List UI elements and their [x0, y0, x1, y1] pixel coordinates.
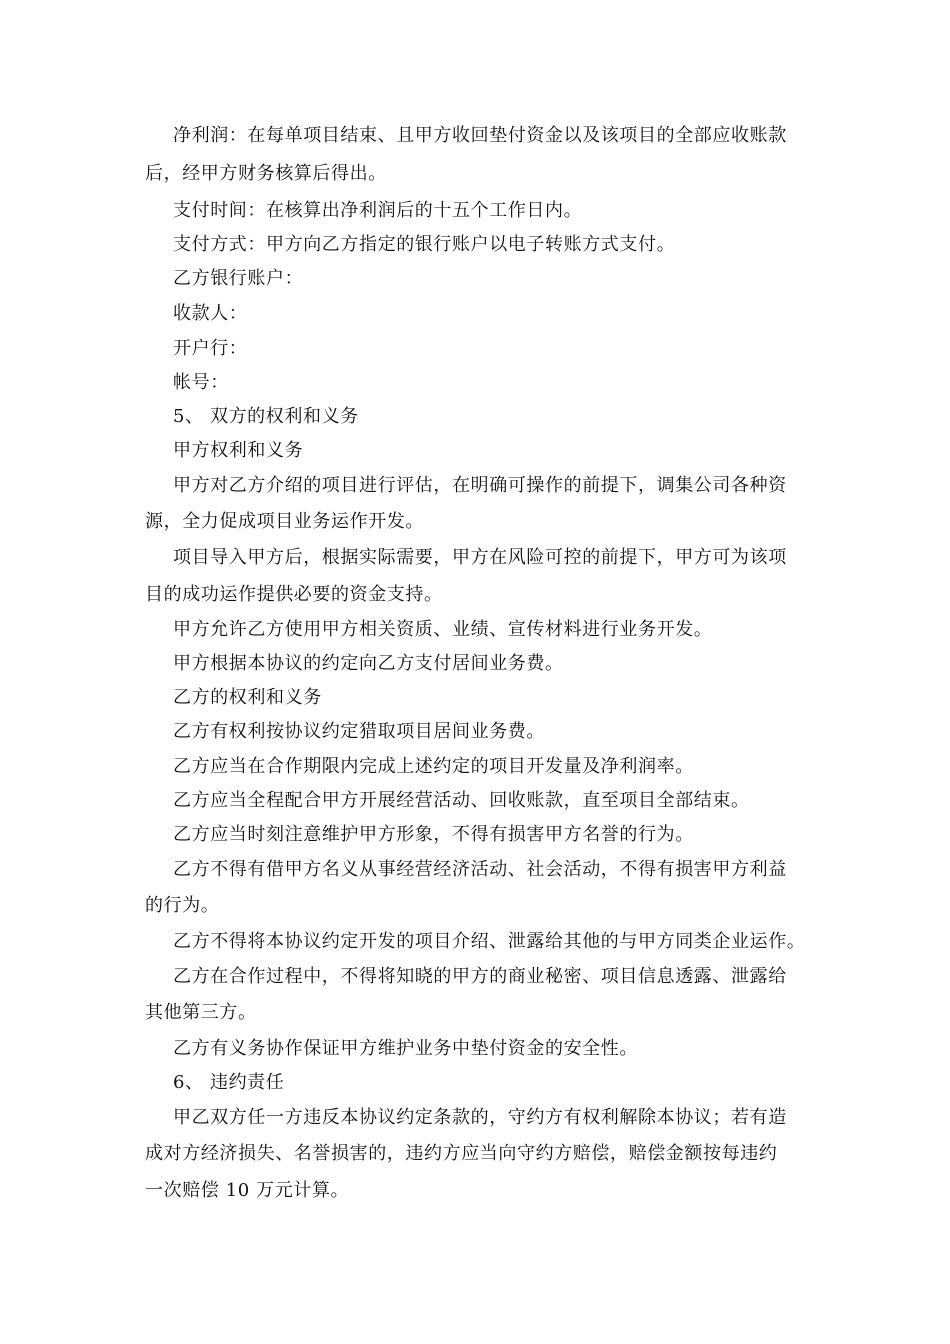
section-heading-rights-obligations: 5、 双方的权利和义务 [173, 406, 359, 427]
party-a-item-2-line2: 目的成功运作提供必要的资金支持。 [145, 584, 443, 605]
party-b-item-7-line1: 乙方在合作过程中，不得将知晓的甲方的商业秘密、项目信息透露、泄露给 [173, 966, 787, 987]
party-b-item-8: 乙方有义务协作保证甲方维护业务中垫付资金的安全性。 [173, 1038, 638, 1059]
subheading-party-a: 甲方权利和义务 [173, 440, 304, 461]
party-b-item-7-line2: 其他第三方。 [145, 1002, 257, 1023]
bank-account-label: 乙方银行账户： [173, 268, 304, 289]
party-b-item-2: 乙方应当在合作期限内完成上述约定的项目开发量及净利润率。 [173, 756, 694, 777]
bank-branch-label: 开户行： [173, 338, 248, 359]
party-b-item-1: 乙方有权利按协议约定猎取项目居间业务费。 [173, 721, 545, 742]
party-a-item-1-line2: 源，全力促成项目业务运作开发。 [145, 511, 424, 532]
party-a-item-4: 甲方根据本协议的约定向乙方支付居间业务费。 [173, 653, 564, 674]
breach-paragraph-line3: 一次赔偿 10 万元计算。 [145, 1180, 350, 1201]
party-a-item-1-line1: 甲方对乙方介绍的项目进行评估，在明确可操作的前提下，调集公司各种资 [173, 475, 787, 496]
party-b-item-4: 乙方应当时刻注意维护甲方形象，不得有损害甲方名誉的行为。 [173, 824, 694, 845]
party-b-item-3: 乙方应当全程配合甲方开展经营活动、回收账款，直至项目全部结束。 [173, 790, 750, 811]
party-a-item-3: 甲方允许乙方使用甲方相关资质、业绩、宣传材料进行业务开发。 [173, 619, 713, 640]
account-number-label: 帐号： [173, 372, 229, 393]
party-b-item-5-line1: 乙方不得有借甲方名义从事经营经济活动、社会活动，不得有损害甲方利益 [173, 859, 787, 880]
breach-paragraph-line1: 甲乙双方任一方违反本协议约定条款的，守约方有权利解除本协议；若有造 [173, 1107, 787, 1128]
paragraph-payment-method: 支付方式：甲方向乙方指定的银行账户以电子转账方式支付。 [173, 234, 676, 255]
party-b-item-5-line2: 的行为。 [145, 895, 220, 916]
subheading-party-b: 乙方的权利和义务 [173, 687, 322, 708]
section-heading-breach: 6、 违约责任 [173, 1072, 285, 1093]
paragraph-net-profit-line1: 净利润：在每单项目结束、且甲方收回垫付资金以及该项目的全部应收账款 [173, 125, 787, 146]
paragraph-net-profit-line2: 后，经甲方财务核算后得出。 [145, 163, 387, 184]
payee-label: 收款人： [173, 303, 248, 324]
breach-paragraph-line2: 成对方经济损失、名誉损害的，违约方应当向守约方赔偿，赔偿金额按每违约 [145, 1143, 778, 1164]
party-b-item-6: 乙方不得将本协议约定开发的项目介绍、泄露给其他的与甲方同类企业运作。 [173, 931, 806, 952]
paragraph-payment-time: 支付时间：在核算出净利润后的十五个工作日内。 [173, 200, 583, 221]
party-a-item-2-line1: 项目导入甲方后，根据实际需要，甲方在风险可控的前提下，甲方可为该项 [173, 547, 787, 568]
